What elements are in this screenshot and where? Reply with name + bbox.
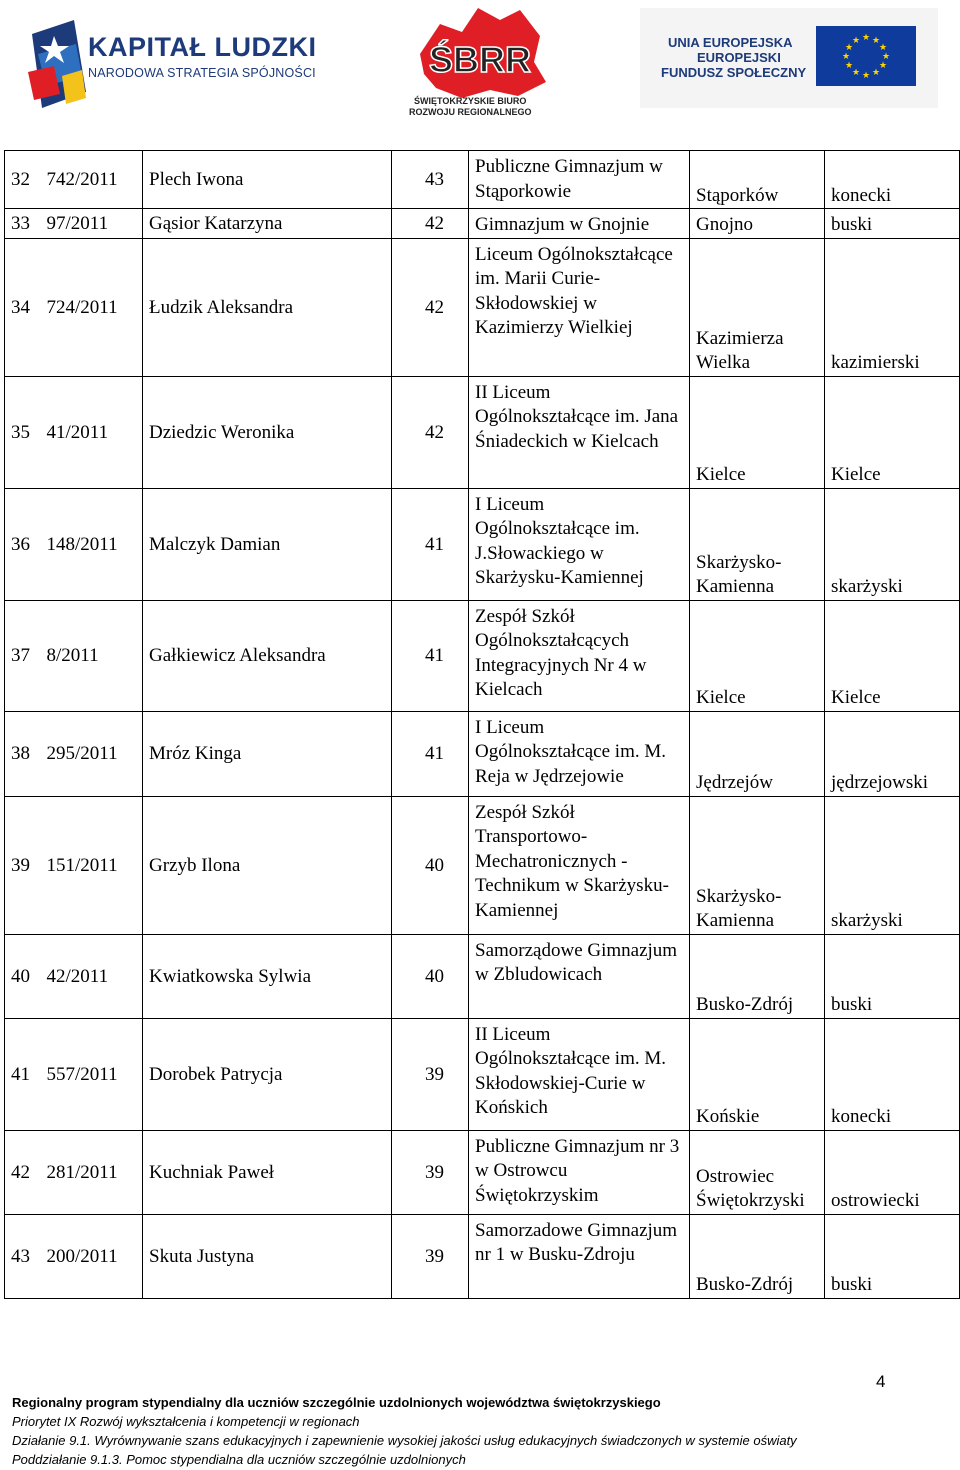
page-number: 4 xyxy=(876,1372,886,1391)
svg-text:★: ★ xyxy=(871,68,881,78)
row-number: 34 xyxy=(5,238,45,376)
table-row xyxy=(5,1130,960,1214)
city-name: Kazimierza Wielka xyxy=(690,238,825,376)
student-name: Dziedzic Weronika xyxy=(143,376,392,488)
school-name: Samorządowe Gimnazjum w Zbludowicach xyxy=(469,934,690,1018)
row-number: 43 xyxy=(5,1214,45,1298)
sbrr-subtitle-line2: ROZWOJU REGIONALNEGO xyxy=(409,107,532,117)
application-number: 148/2011 xyxy=(45,488,143,600)
application-number: 41/2011 xyxy=(45,376,143,488)
svg-text:★: ★ xyxy=(844,43,854,53)
school-name: Publiczne Gimnazjum nr 3 w Ostrowcu Świętokrzyskim xyxy=(469,1130,690,1214)
city-name: Busko-Zdrój xyxy=(690,1214,825,1298)
county-name: jędrzejowski xyxy=(825,711,960,796)
student-name: Kuchniak Paweł xyxy=(143,1130,392,1214)
table-row xyxy=(5,238,960,376)
row-number: 40 xyxy=(5,934,45,1018)
school-name: II Liceum Ogólnokształcące im. M. Skłodowskiej-Curie w Końskich xyxy=(469,1018,690,1130)
row-number: 41 xyxy=(5,1018,45,1130)
eu-text-line1: UNIA EUROPEJSKA xyxy=(668,35,793,50)
points-value: 40 xyxy=(392,934,469,1018)
county-name: buski xyxy=(825,1214,960,1298)
table-row xyxy=(5,600,960,711)
school-name: I Liceum Ogólnokształcące im. M. Reja w Jędrzejowie xyxy=(469,711,690,796)
table-row xyxy=(5,711,960,796)
footer-program-line: Regionalny program stypendialny dla uczniów szczególnie uzdolnionych województwa świętokrzyskiego xyxy=(12,1395,661,1410)
eu-text-line3: FUNDUSZ SPOŁECZNY xyxy=(661,65,807,80)
results-table xyxy=(4,150,960,1299)
student-name: Mróz Kinga xyxy=(143,711,392,796)
student-name: Kwiatkowska Sylwia xyxy=(143,934,392,1018)
row-number: 39 xyxy=(5,796,45,934)
points-value: 39 xyxy=(392,1130,469,1214)
city-name: Skarżysko-Kamienna xyxy=(690,796,825,934)
kapital-ludzki-subtitle: NARODOWA STRATEGIA SPÓJNOŚCI xyxy=(88,66,316,80)
student-name: Gałkiewicz Aleksandra xyxy=(143,600,392,711)
school-name: Zespół Szkół Ogólnokształcących Integracyjnych Nr 4 w Kielcach xyxy=(469,600,690,711)
student-name: Grzyb Ilona xyxy=(143,796,392,934)
sbrr-logo-text: ŚBRR xyxy=(428,39,532,80)
footer-subaction-line: Poddziałanie 9.1.3. Pomoc stypendialna dla uczniów szczególnie uzdolnionych xyxy=(12,1452,466,1467)
student-name: Łudzik Aleksandra xyxy=(143,238,392,376)
points-value: 42 xyxy=(392,238,469,376)
svg-text:★: ★ xyxy=(878,43,888,53)
row-number: 42 xyxy=(5,1130,45,1214)
points-value: 42 xyxy=(392,376,469,488)
svg-text:★: ★ xyxy=(871,36,881,46)
footer-priority-line: Priorytet IX Rozwój wykształcenia i kompetencji w regionach xyxy=(12,1414,360,1429)
application-number: 200/2011 xyxy=(45,1214,143,1298)
application-number: 8/2011 xyxy=(45,600,143,711)
svg-text:★: ★ xyxy=(881,52,891,62)
table-body xyxy=(5,151,960,1299)
county-name: ostrowiecki xyxy=(825,1130,960,1214)
table-row xyxy=(5,376,960,488)
city-name: Jędrzejów xyxy=(690,711,825,796)
points-value: 39 xyxy=(392,1214,469,1298)
city-name: Skarżysko-Kamienna xyxy=(690,488,825,600)
city-name: Busko-Zdrój xyxy=(690,934,825,1018)
svg-text:★: ★ xyxy=(861,71,871,81)
student-name: Skuta Justyna xyxy=(143,1214,392,1298)
svg-text:★: ★ xyxy=(851,36,861,46)
eu-flag-icon xyxy=(816,26,916,86)
student-name: Gąsior Katarzyna xyxy=(143,209,392,239)
student-name: Plech Iwona xyxy=(143,151,392,209)
application-number: 42/2011 xyxy=(45,934,143,1018)
county-name: skarżyski xyxy=(825,796,960,934)
svg-text:★: ★ xyxy=(841,52,851,62)
application-number: 742/2011 xyxy=(45,151,143,209)
table-row xyxy=(5,796,960,934)
row-number: 33 xyxy=(5,209,45,239)
kapital-ludzki-title: KAPITAŁ LUDZKI xyxy=(88,32,317,62)
county-name: Kielce xyxy=(825,376,960,488)
points-value: 41 xyxy=(392,488,469,600)
city-name: Stąporków xyxy=(690,151,825,209)
school-name: Gimnazjum w Gnojnie xyxy=(469,209,690,239)
school-name: Publiczne Gimnazjum w Stąporkowie xyxy=(469,151,690,209)
county-name: kazimierski xyxy=(825,238,960,376)
points-value: 41 xyxy=(392,600,469,711)
svg-text:★: ★ xyxy=(861,33,871,43)
table-row xyxy=(5,934,960,1018)
svg-text:★: ★ xyxy=(878,61,888,71)
row-number: 35 xyxy=(5,376,45,488)
table-row xyxy=(5,151,960,209)
city-name: Ostrowiec Świętokrzyski xyxy=(690,1130,825,1214)
table-row xyxy=(5,209,960,239)
school-name: Zespół Szkół Transportowo-Mechatronicznych - Technikum w Skarżysku-Kamiennej xyxy=(469,796,690,934)
points-value: 40 xyxy=(392,796,469,934)
school-name: Samorzadowe Gimnazjum nr 1 w Busku-Zdroju xyxy=(469,1214,690,1298)
points-value: 43 xyxy=(392,151,469,209)
eu-text-line2: EUROPEJSKI xyxy=(697,50,781,65)
table-row xyxy=(5,1214,960,1298)
application-number: 295/2011 xyxy=(45,711,143,796)
points-value: 41 xyxy=(392,711,469,796)
application-number: 97/2011 xyxy=(45,209,143,239)
city-name: Gnojno xyxy=(690,209,825,239)
logo-bar xyxy=(0,0,960,130)
row-number: 38 xyxy=(5,711,45,796)
row-number: 36 xyxy=(5,488,45,600)
county-name: Kielce xyxy=(825,600,960,711)
footer-action-line: Działanie 9.1. Wyrównywanie szans edukacyjnych i zapewnienie wysokiej jakości usług edukacyjnych świadczonych w systemie oświaty xyxy=(12,1433,797,1448)
application-number: 557/2011 xyxy=(45,1018,143,1130)
table-row xyxy=(5,1018,960,1130)
row-number: 37 xyxy=(5,600,45,711)
application-number: 724/2011 xyxy=(45,238,143,376)
school-name: II Liceum Ogólnokształcące im. Jana Śniadeckich w Kielcach xyxy=(469,376,690,488)
table-row xyxy=(5,488,960,600)
county-name: konecki xyxy=(825,151,960,209)
county-name: buski xyxy=(825,209,960,239)
county-name: buski xyxy=(825,934,960,1018)
city-name: Końskie xyxy=(690,1018,825,1130)
row-number: 32 xyxy=(5,151,45,209)
application-number: 151/2011 xyxy=(45,796,143,934)
student-name: Dorobek Patrycja xyxy=(143,1018,392,1130)
student-name: Malczyk Damian xyxy=(143,488,392,600)
city-name: Kielce xyxy=(690,600,825,711)
application-number: 281/2011 xyxy=(45,1130,143,1214)
points-value: 42 xyxy=(392,209,469,239)
school-name: I Liceum Ogólnokształcące im. J.Słowackiego w Skarżysku-Kamiennej xyxy=(469,488,690,600)
county-name: skarżyski xyxy=(825,488,960,600)
svg-text:★: ★ xyxy=(851,68,861,78)
county-name: konecki xyxy=(825,1018,960,1130)
points-value: 39 xyxy=(392,1018,469,1130)
sbrr-subtitle-line1: ŚWIĘTOKRZYSKIE BIURO xyxy=(414,96,527,106)
city-name: Kielce xyxy=(690,376,825,488)
school-name: Liceum Ogólnokształcące im. Marii Curie-Skłodowskiej w Kazimierzy Wielkiej xyxy=(469,238,690,376)
svg-text:★: ★ xyxy=(844,61,854,71)
